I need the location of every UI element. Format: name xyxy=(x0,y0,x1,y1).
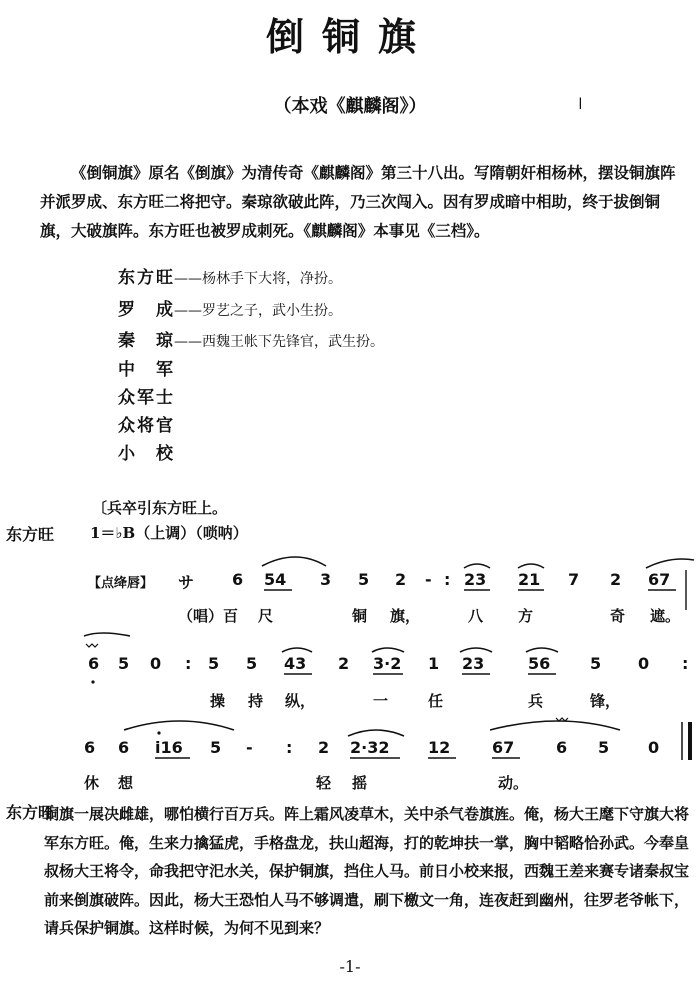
slur-mark xyxy=(348,730,404,736)
tie-mark xyxy=(518,564,544,568)
ornament-mark xyxy=(86,644,98,647)
key-signature: 1＝♭B（上调）（唢呐） xyxy=(90,524,248,542)
spoken-monologue: 铜旗一展决雌雄，哪怕横行百万兵。阵上霜风凌草木，关中杀气卷旗旌。俺，杨大王麾下守旗大将军东方旺。俺，生来力擒猛虎，手格盘龙，扶山超海，打的乾坤扶一掌，胸中韬略恰孙武。今奉皇叔杨大王将令，命我把守汜水关，保护铜旗，挡住人马。前日小校来报，西魏王差来赛专诸秦叔宝前来倒旗破阵。因此，杨大王恐怕人马不够调遣，刷下檄文一角，连夜赶到幽州，往罗老爷帐下，请兵保护铜旗。这样时候，为何不见到来？ xyxy=(44,805,690,937)
role-item: 东方旺——杨林手下大将，净扮。 xyxy=(118,268,342,288)
speaker-label: 东方旺 xyxy=(6,803,55,822)
speaker-label: 东方旺 xyxy=(6,525,55,544)
role-item: 小 校 xyxy=(118,444,175,464)
octave-dot xyxy=(91,680,94,683)
slur-mark xyxy=(262,557,326,566)
role-item: 众军士 xyxy=(118,388,175,408)
slur-mark xyxy=(84,633,130,636)
octave-dot xyxy=(157,731,160,734)
stray-mark: ǀ xyxy=(578,94,583,113)
page-number: -1- xyxy=(339,957,361,976)
slur-mark xyxy=(124,721,234,730)
role-item: 罗 成——罗艺之子，武小生扮。 xyxy=(118,300,342,320)
stage-direction: 〔兵卒引东方旺上。 xyxy=(92,499,228,517)
slur-mark xyxy=(646,559,694,568)
role-item: 众将官 xyxy=(118,416,175,436)
intro-paragraph: 《倒铜旗》原名《倒旗》为清传奇《麒麟阁》第三十八出。写隋朝奸相杨林，摆设铜旗阵并派罗成、东方旺二将把守。秦琼欲破此阵，乃三次闯入。因有罗成暗中相助，终于拔倒铜旗，大破旗阵。东方旺也被罗成刺死。《麒麟阁》本事见《三档》。 xyxy=(40,163,676,240)
tie-mark xyxy=(460,648,492,652)
role-item: 秦 琼——西魏王帐下先锋官，武生扮。 xyxy=(118,331,384,351)
page-title: 倒铜旗 xyxy=(265,14,434,59)
page-subtitle: （本戏《麒麟阁》） xyxy=(273,96,427,117)
score-page: 倒铜旗 （本戏《麒麟阁》） ǀ 《倒铜旗》原名《倒旗》为清传奇《麒麟阁》第三十八出。写隋朝奸相杨林，摆设铜旗阵并派罗成、东方旺二将把守。秦琼欲破此阵，乃三次闯入。因有罗成暗中相助，终于拔倒铜旗，大破旗阵。东方旺也被罗成刺死。《麒麟阁》本事见《三档》。 东方旺——杨林手下大将，净扮。 罗 成——罗艺之子，武小生扮。 秦 琼——西魏王帐下先锋官，武生扮。 中 军 众军士 众将官 小 校 〔兵卒引东方旺上。 东方旺 1＝♭B（上调）（唢呐） 【点绛唇】 サ 6 54 3 5 2 - : 23 21 7 2 67 （唱）百 尺 铜 旗， 八 方 奇 遮。 6 5 0 : 5 5 43 2 3·2 1 23 56 5 0 : 操 持 纵， 一 任 兵 锋， 6 6 i16 5 - : 2 2·32 12 67 6 5 0 休 想 轻 摇 动。 东方旺 铜旗一展决雌雄，哪怕横行百万兵。阵上霜风凌草木，关中杀气卷旗旌。俺，杨大王麾下守旗大将军东方旺。俺，生来力擒猛虎，手格盘龙，扶山超海，打的乾坤扶一掌，胸中韬略恰孙武。今奉皇叔杨大王将令，命我把守汜水关，保护铜旗，挡住人马。前日小校来报，西魏王差来赛专诸秦叔宝前来倒旗破阵。因此，杨大王恐怕人马不够调遣，刷下檄文一角，连夜赶到幽州，往罗老爷帐下，请兵保护铜旗。这样时候，为何不见到来？ -1- xyxy=(0,0,700,982)
tie-mark xyxy=(526,648,558,652)
tie-mark xyxy=(464,564,490,568)
slur-mark xyxy=(490,721,620,730)
role-item: 中 军 xyxy=(118,360,175,380)
tune-label: 【点绛唇】 xyxy=(88,576,154,591)
tie-mark xyxy=(372,648,404,652)
tie-mark xyxy=(282,648,312,652)
